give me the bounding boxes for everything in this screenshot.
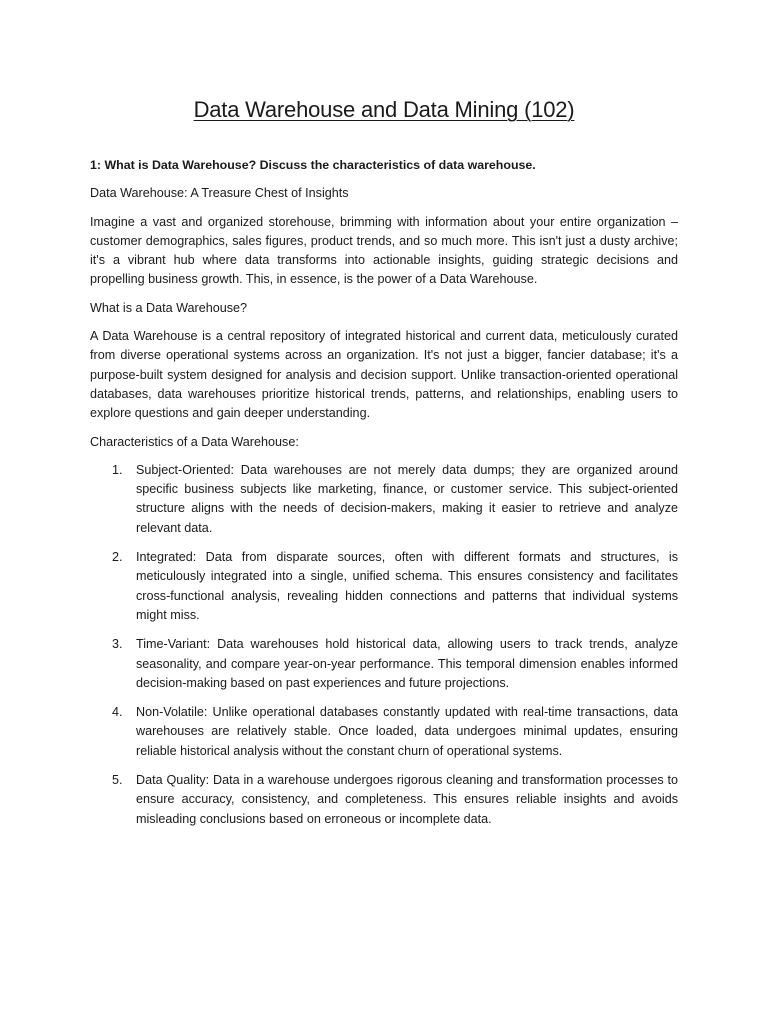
section-heading: Data Warehouse: A Treasure Chest of Insights	[90, 186, 349, 201]
page-title-text: Data Warehouse and Data Mining (102)	[193, 97, 575, 122]
list-item	[90, 461, 678, 538]
list-item-number: 5.	[112, 773, 123, 788]
question-heading: 1: What is Data Warehouse? Discuss the characteristics of data warehouse.	[90, 158, 536, 172]
characteristics-heading: Characteristics of a Data Warehouse:	[90, 434, 299, 449]
what-heading: What is a Data Warehouse?	[90, 300, 248, 315]
list-item-text: Integrated: Data from disparate sources, often with different formats and structures, is meticulously integrated into a single, unified schema. This ensures consistency and facilitates cross-functional analysis, revealing hidden connections and patterns that individual systems might miss.	[136, 550, 678, 622]
document-body	[90, 156, 678, 839]
list-item-text: Time-Variant: Data warehouses hold historical data, allowing users to track trends, analyze seasonality, and compare year-on-year performance. This temporal dimension enables informed decision-making based on past experiences and future projections.	[136, 637, 678, 690]
list-item	[90, 635, 678, 693]
definition-paragraph: A Data Warehouse is a central repository of integrated historical and current data, meticulously curated from diverse operational systems across an organization. It's not just a bigger, fancier database; it's a purpose-built system designed for analysis and decision support. Unlike transaction-oriented operational databases, data warehouses prioritize historical trends, patterns, and relationships, enabling users to explore questions and gain deeper understanding.	[90, 329, 678, 421]
list-item-text: Data Quality: Data in a warehouse undergoes rigorous cleaning and transformation processes to ensure accuracy, consistency, and completeness. This ensures reliable insights and avoids misleading conclusions based on erroneous or incomplete data.	[136, 773, 678, 826]
list-item-text: Subject-Oriented: Data warehouses are not merely data dumps; they are organized around specific business subjects like marketing, finance, or customer service. This subject-oriented structure aligns with the needs of decision-makers, making it easier to retrieve and analyze relevant data.	[136, 462, 678, 535]
list-item-number: 3.	[112, 637, 123, 652]
page-title	[0, 96, 768, 124]
list-item-text: Non-Volatile: Unlike operational databases constantly updated with real-time transactions, data warehouses are relatively stable. Once loaded, data undergoes minimal updates, ensuring reliable historical analysis without the constant churn of operational systems.	[136, 705, 678, 758]
intro-paragraph: Imagine a vast and organized storehouse, brimming with information about your entire organization – customer demographics, sales figures, product trends, and so much more. This isn't just a dusty archive; it's a vibrant hub where data transforms into actionable insights, guiding strategic decisions and propelling business growth. This, in essence, is the power of a Data Warehouse.	[90, 214, 678, 287]
list-item-number: 4.	[112, 705, 123, 720]
list-item	[90, 771, 678, 829]
list-item-number: 1.	[112, 462, 123, 477]
characteristics-list	[90, 461, 678, 829]
list-item-number: 2.	[112, 550, 123, 565]
list-item	[90, 548, 678, 625]
list-item	[90, 703, 678, 761]
